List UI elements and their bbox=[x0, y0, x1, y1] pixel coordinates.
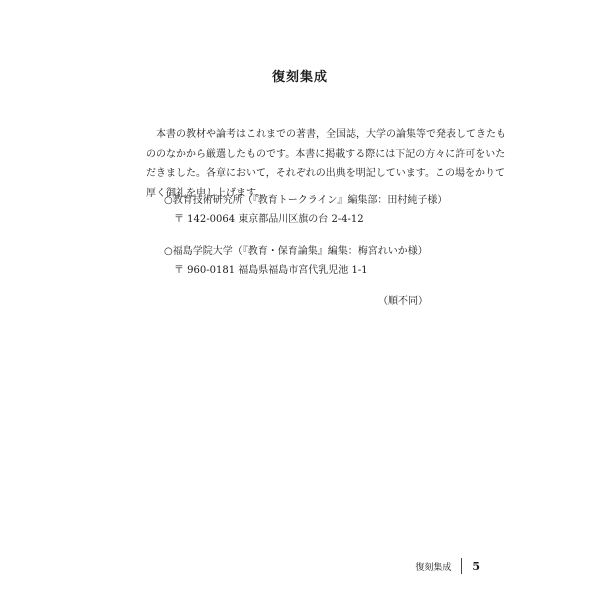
footer-divider bbox=[461, 558, 462, 574]
page-footer bbox=[320, 556, 480, 576]
intro-line: だきました。各章において，それぞれの出典を明記しています。この場をかりて bbox=[146, 168, 505, 179]
page-number: 5 bbox=[472, 559, 480, 573]
source-name: ○教育技術研究所（『教育トークライン』編集部：田村純子様） bbox=[164, 195, 448, 206]
intro-line: 厚く御礼を申し上げます。 bbox=[146, 187, 266, 199]
source-entry bbox=[164, 192, 464, 229]
intro-line: ののなかから厳選したものです。本書に掲載する際には下記の方々に許可をいた bbox=[146, 148, 506, 160]
footer-section-title: 復刻集成 bbox=[415, 562, 452, 573]
intro-line: 本書の教材や論考はこれまでの著書，全国誌，大学の論集等で発表してきたも bbox=[156, 129, 506, 140]
source-address: 〒 960-0181 福島県福島市宮代乳児池 1-1 bbox=[174, 264, 368, 276]
source-entry bbox=[164, 243, 464, 280]
source-name: ○福島学院大学（『教育・保育論集』編集：梅宮れいか様） bbox=[164, 246, 428, 257]
order-note: （順不同） bbox=[378, 296, 428, 307]
page-title: 復刻集成 bbox=[271, 70, 328, 85]
source-address: 〒 142-0064 東京都品川区旗の台 2-4-12 bbox=[174, 213, 364, 225]
